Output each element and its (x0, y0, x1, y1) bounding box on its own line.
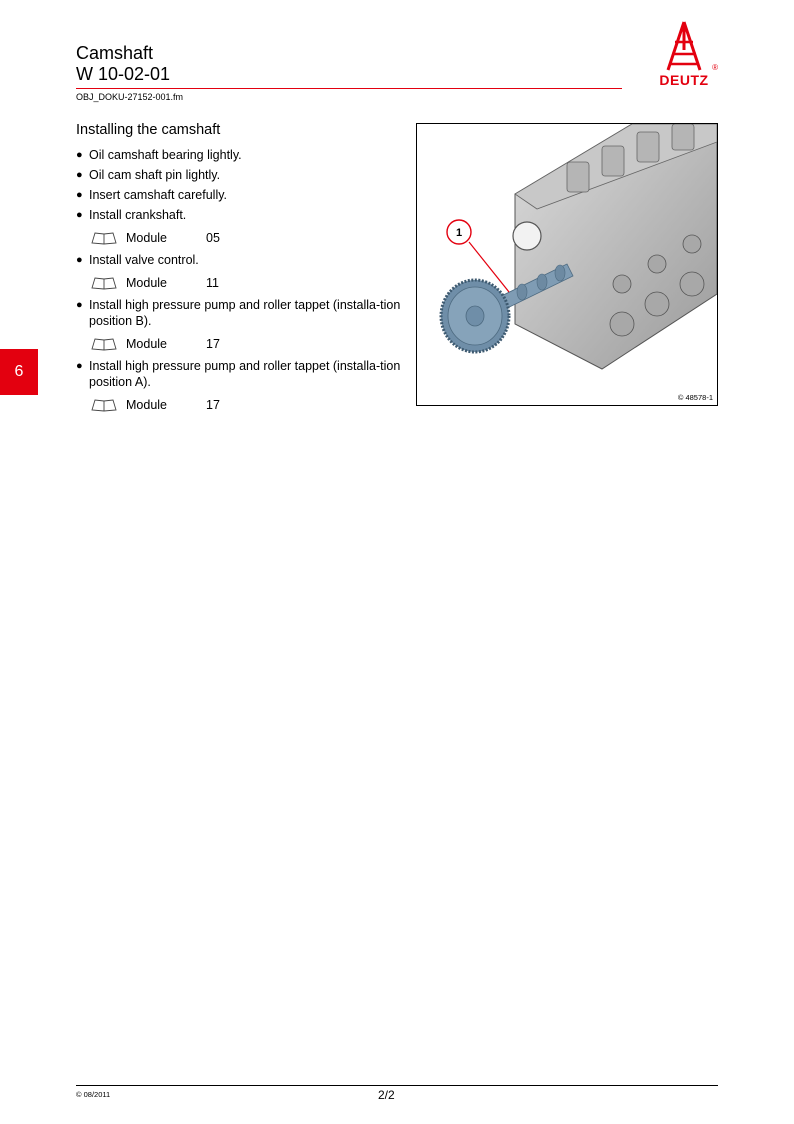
module-reference (90, 394, 401, 416)
list-item (76, 147, 401, 163)
book-icon (90, 231, 118, 245)
bullet-icon: ● (76, 149, 83, 161)
page-number: 2/2 (378, 1088, 395, 1102)
header-rule (76, 88, 622, 89)
document-filename: OBJ_DOKU-27152-001.fm (76, 92, 184, 102)
bullet-icon: ● (76, 299, 83, 311)
step-text: Oil camshaft bearing lightly. (89, 148, 242, 162)
step-text: Install high pressure pump and roller tappet (installa-tion position A). (89, 359, 401, 389)
bullet-icon: ● (76, 360, 83, 372)
list-item (76, 187, 401, 203)
bullet-icon: ● (76, 209, 83, 221)
book-icon (90, 337, 118, 351)
document-title-block (76, 43, 170, 85)
list-item (76, 297, 401, 329)
module-number: 17 (206, 398, 220, 412)
module-number: 17 (206, 337, 220, 351)
module-reference (90, 227, 401, 249)
bullet-icon: ● (76, 254, 83, 266)
chapter-tab: 6 (0, 349, 38, 395)
section-title: Installing the camshaft (76, 122, 221, 138)
footer-date: © 08/2011 (76, 1090, 111, 1099)
list-item (76, 167, 401, 183)
registered-mark: ® (712, 63, 718, 72)
step-text: Oil cam shaft pin lightly. (89, 168, 221, 182)
instruction-list (76, 147, 401, 419)
figure-callout: 1 (455, 227, 463, 239)
module-label: Module (126, 398, 167, 412)
step-text: Install crankshaft. (89, 208, 187, 222)
module-number: 11 (206, 276, 219, 290)
module-reference (90, 333, 401, 355)
step-text: Install high pressure pump and roller tappet (installa-tion position B). (89, 298, 401, 328)
list-item (76, 207, 401, 223)
logo-wordmark: DEUTZ (659, 72, 709, 88)
list-item (76, 358, 401, 390)
module-label: Module (126, 276, 167, 290)
book-icon (90, 276, 118, 290)
deutz-logo (648, 20, 720, 92)
deutz-logo-mark-icon (648, 20, 720, 72)
module-label: Module (126, 231, 167, 245)
engine-figure (416, 123, 718, 406)
footer-rule (76, 1085, 718, 1086)
list-item (76, 252, 401, 268)
module-label: Module (126, 337, 167, 351)
step-text: Insert camshaft carefully. (89, 188, 228, 202)
engine-block-illustration (417, 124, 717, 405)
figure-caption: © 48578-1 (677, 393, 713, 402)
module-reference (90, 272, 401, 294)
document-code: W 10-02-01 (76, 64, 171, 84)
document-title: Camshaft (76, 43, 154, 63)
book-icon (90, 398, 118, 412)
bullet-icon: ● (76, 189, 83, 201)
bullet-icon: ● (76, 169, 83, 181)
module-number: 05 (206, 231, 220, 245)
step-text: Install valve control. (89, 253, 199, 267)
